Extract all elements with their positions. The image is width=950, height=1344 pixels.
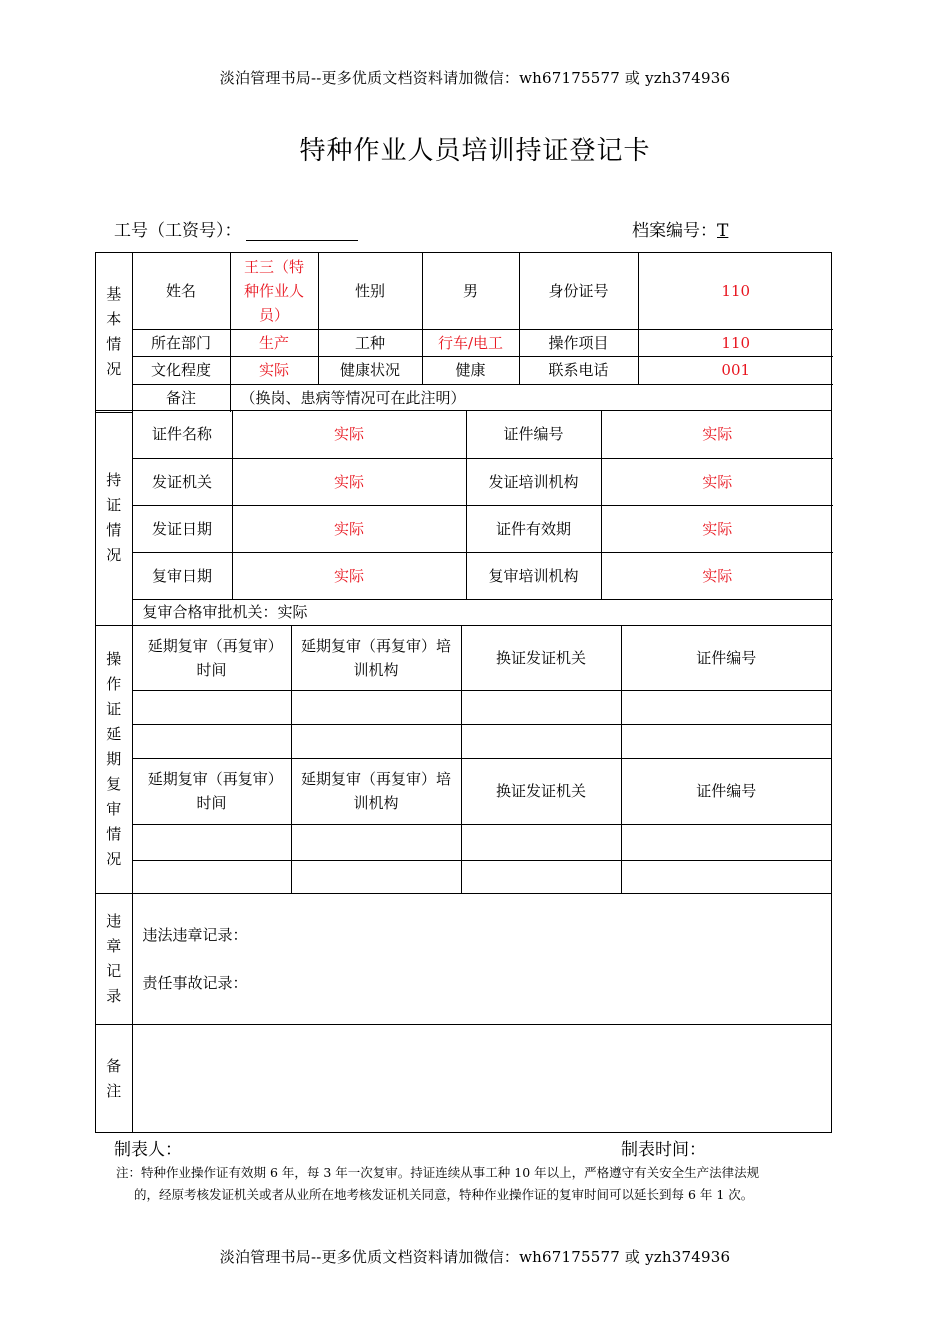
extension-header-cert-number: 证件编号 <box>621 626 831 690</box>
extension-header-time-2: 延期复审（再复审）时间 <box>132 758 291 824</box>
extension-cell <box>621 824 831 860</box>
basic-info-table <box>96 253 833 413</box>
violation-table <box>96 894 831 1024</box>
violation-section <box>95 893 832 1025</box>
education-value: 实际 <box>230 356 318 384</box>
employee-no-blank <box>246 224 358 241</box>
remarks-section <box>95 1024 832 1133</box>
review-approval-text: 复审合格审批机关：实际 <box>132 599 833 625</box>
extension-cell <box>621 724 831 758</box>
issuing-authority-label: 发证机关 <box>132 458 232 505</box>
archive-no-label: 档案编号： <box>632 221 717 241</box>
training-institution-label: 发证培训机构 <box>466 458 601 505</box>
extension-cell <box>291 724 461 758</box>
table-time-label: 制表时间： <box>621 1140 706 1160</box>
violation-section-label: 违章记录 <box>96 894 132 1024</box>
extension-header-institution-2: 延期复审（再复审）培训机构 <box>291 758 461 824</box>
certificate-section <box>95 410 832 626</box>
footnote-line-1: 注：特种作业操作证有效期 6 年，每 3 年一次复审。持证连续从事工种 10 年以上，严格遵守有关安全生产法律法规 <box>116 1165 760 1180</box>
extension-cell <box>132 690 291 724</box>
remark-label: 备注 <box>132 384 230 412</box>
table-maker-label: 制表人： <box>114 1140 182 1160</box>
training-institution-value: 实际 <box>601 458 833 505</box>
extension-header-institution: 延期复审（再复审）培训机构 <box>291 626 461 690</box>
extension-cell <box>461 860 621 893</box>
violation-records <box>132 894 831 1024</box>
education-label: 文化程度 <box>132 356 230 384</box>
review-date-label: 复审日期 <box>132 552 232 599</box>
cert-section-label: 持证情况 <box>96 411 132 625</box>
validity-label: 证件有效期 <box>466 505 601 552</box>
extension-cell <box>291 860 461 893</box>
cert-number-value: 实际 <box>601 411 833 458</box>
remarks-content <box>132 1025 831 1132</box>
dept-value: 生产 <box>230 329 318 356</box>
phone-value: 001 <box>638 356 833 384</box>
health-value: 健康 <box>422 356 519 384</box>
health-label: 健康状况 <box>318 356 422 384</box>
extension-cell <box>132 824 291 860</box>
id-value: 110 <box>638 253 833 329</box>
page-footer-text: 淡泊管理书局--更多优质文档资料请加微信：wh67175577 或 yzh374936 <box>219 1248 731 1266</box>
gender-label: 性别 <box>318 253 422 329</box>
validity-value: 实际 <box>601 505 833 552</box>
archive-no-value: T <box>717 221 729 241</box>
employee-no-field <box>114 216 358 241</box>
review-institution-label: 复审培训机构 <box>466 552 601 599</box>
archive-no-field <box>632 216 728 241</box>
operation-label: 操作项目 <box>519 329 638 356</box>
cert-name-value: 实际 <box>232 411 466 458</box>
extension-header-time: 延期复审（再复审）时间 <box>132 626 291 690</box>
extension-cell <box>291 690 461 724</box>
basic-info-section <box>95 252 832 411</box>
trade-value: 行车/电工 <box>422 329 519 356</box>
extension-cell <box>461 824 621 860</box>
extension-section <box>95 625 832 894</box>
extension-cell <box>461 690 621 724</box>
name-label: 姓名 <box>132 253 230 329</box>
basic-section-label: 基本情况 <box>96 253 132 412</box>
issuing-authority-value: 实际 <box>232 458 466 505</box>
extension-header-cert-number-2: 证件编号 <box>621 758 831 824</box>
violation-record-label: 违法违章记录： <box>142 926 248 944</box>
extension-cell <box>621 860 831 893</box>
page-header-text: 淡泊管理书局--更多优质文档资料请加微信：wh67175577 或 yzh374936 <box>219 69 731 87</box>
extension-cell <box>132 860 291 893</box>
trade-label: 工种 <box>318 329 422 356</box>
gender-value: 男 <box>422 253 519 329</box>
operation-value: 110 <box>638 329 833 356</box>
extension-cell <box>132 724 291 758</box>
cert-name-label: 证件名称 <box>132 411 232 458</box>
name-value: 王三（特种作业人员） <box>230 253 318 329</box>
cert-number-label: 证件编号 <box>466 411 601 458</box>
extension-cell <box>291 824 461 860</box>
certificate-table <box>96 411 833 626</box>
footnote <box>116 1162 840 1206</box>
id-label: 身份证号 <box>519 253 638 329</box>
dept-label: 所在部门 <box>132 329 230 356</box>
remarks-section-label: 备注 <box>96 1025 132 1132</box>
remarks-table <box>96 1025 831 1132</box>
extension-header-authority: 换证发证机关 <box>461 626 621 690</box>
review-institution-value: 实际 <box>601 552 833 599</box>
employee-no-label: 工号（工资号）： <box>114 221 242 241</box>
phone-label: 联系电话 <box>519 356 638 384</box>
extension-section-label: 操作证延期复审情况 <box>96 626 132 893</box>
issue-date-value: 实际 <box>232 505 466 552</box>
extension-header-authority-2: 换证发证机关 <box>461 758 621 824</box>
accident-record-label: 责任事故记录： <box>142 974 248 992</box>
remark-value: （换岗、患病等情况可在此注明） <box>230 384 833 412</box>
extension-cell <box>461 724 621 758</box>
page-title: 特种作业人员培训持证登记卡 <box>299 136 651 166</box>
issue-date-label: 发证日期 <box>132 505 232 552</box>
review-date-value: 实际 <box>232 552 466 599</box>
extension-cell <box>621 690 831 724</box>
extension-table <box>96 626 831 894</box>
footnote-line-2: 的，经原考核发证机关或者从业所在地考核发证机关同意，特种作业操作证的复审时间可以延长到每 6 年 1 次。 <box>134 1187 754 1202</box>
